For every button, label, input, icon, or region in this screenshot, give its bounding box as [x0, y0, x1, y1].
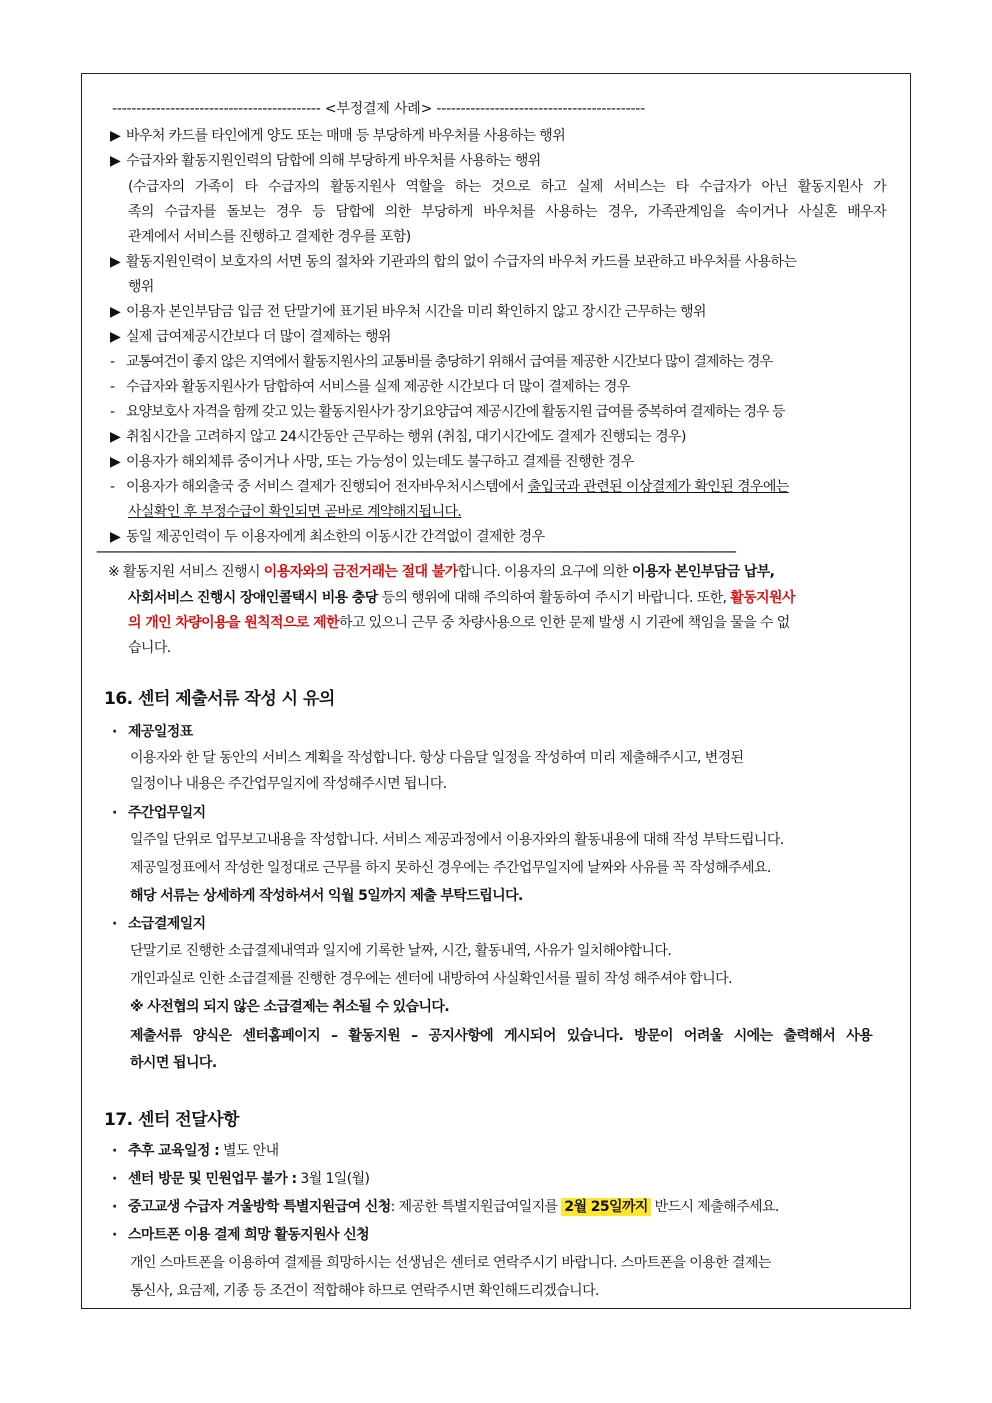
section-17-title: 17. 센터 전달사항: [104, 1110, 239, 1130]
s16-item-weekly-log: · 주간업무일지: [112, 805, 206, 821]
s16-weekly-text-1: 일주일 단위로 업무보고내용을 작성합니다. 서비스 제공과정에서 이용자와의 활동내용에 대해 작성 부탁드립니다.: [130, 832, 784, 848]
s16-item-schedule: · 제공일정표: [112, 724, 193, 740]
notice-line-4: 습니다.: [128, 640, 171, 656]
fraud-item-2-detail-1: (수급자의 가족이 타 수급자의 활동지원사 역할을 하는 것으로 하고 실제 서비스는 타 수급자가 아닌 활동지원사 가: [128, 179, 886, 195]
s16-weekly-text-2: 제공일정표에서 작성한 일정대로 근무를 하지 못하신 경우에는 주간업무일지에 날짜와 사유를 꼭 작성해주세요.: [130, 860, 771, 876]
triangle-bullet-icon: ▶: [110, 329, 121, 345]
triangle-bullet-icon: ▶: [110, 153, 121, 169]
fraud-item-3: ▶ 활동지원인력이 보호자의 서면 동의 절차와 기관과의 합의 없이 수급자의 바우처 카드를 보관하고 바우처를 사용하는: [110, 254, 797, 270]
fraud-item-6: ▶ 취침시간을 고려하지 않고 24시간동안 근무하는 행위 (취침, 대기시간에도 결제가 진행되는 경우): [110, 429, 686, 445]
notice-line-2: 사회서비스 진행시 장애인콜택시 비용 충당 등의 행위에 대해 주의하여 활동하여 주시기 바랍니다. 또한, 활동지원사: [128, 590, 795, 606]
s16-schedule-text-2: 일정이나 내용은 주간업무일지에 작성해주시면 됩니다.: [130, 776, 447, 792]
triangle-bullet-icon: ▶: [110, 429, 121, 445]
deadline-highlight: 2월 25일까지: [561, 1198, 650, 1216]
triangle-bullet-icon: ▶: [110, 454, 121, 470]
fraud-item-3-cont: 행위: [128, 279, 154, 295]
s16-retro-text-2: 개인과실로 인한 소급결제를 진행한 경우에는 센터에 내방하여 사실확인서를 필히 작성 해주셔야 합니다.: [130, 971, 732, 987]
section-16-title: 16. 센터 제출서류 작성 시 유의: [104, 689, 335, 709]
s16-forms-note-2: 하시면 됩니다.: [130, 1055, 217, 1071]
fraud-item-1: ▶ 바우처 카드를 타인에게 양도 또는 매매 등 부당하게 바우처를 사용하는 행위: [110, 128, 566, 144]
s17-item-smartphone: · 스마트폰 이용 결제 희망 활동지원사 신청: [112, 1227, 370, 1243]
s17-smartphone-text-1: 개인 스마트폰을 이용하여 결제를 희망하시는 선생님은 센터로 연락주시기 바랍니다. 스마트폰을 이용한 결제는: [130, 1255, 771, 1271]
fraud-subitem-7a: - 이용자가 해외출국 중 서비스 결제가 진행되어 전자바우처시스템에서 출입국과 관련된 이상결제가 확인된 경우에는: [110, 479, 789, 495]
fraud-item-5: ▶ 실제 급여제공시간보다 더 많이 결제하는 행위: [110, 329, 391, 345]
s16-retro-warning: ※ 사전협의 되지 않은 소급결제는 취소될 수 있습니다.: [130, 999, 450, 1015]
fraud-item-7: ▶ 이용자가 해외체류 중이거나 사망, 또는 가능성이 있는데도 불구하고 결제를 진행한 경우: [110, 454, 634, 470]
triangle-bullet-icon: ▶: [110, 304, 121, 320]
s17-item-winter-support: · 중고교생 수급자 겨울방학 특별지원급여 신청: 제공한 특별지원급여일지를 2월 25일까지 반드시 제출해주세요.: [112, 1199, 779, 1215]
fraud-item-4: ▶ 이용자 본인부담금 입금 전 단말기에 표기된 바우처 시간을 미리 확인하지 않고 장시간 근무하는 행위: [110, 304, 706, 320]
s16-schedule-text-1: 이용자와 한 달 동안의 서비스 계획을 작성합니다. 항상 다음달 일정을 작성하여 미리 제출해주시고, 변경된: [130, 750, 744, 766]
fraud-subitem-5a: - 교통여건이 좋지 않은 지역에서 활동지원사의 교통비를 충당하기 위해서 급여를 제공한 시간보다 많이 결제하는 경우: [110, 354, 773, 370]
triangle-bullet-icon: ▶: [110, 128, 121, 144]
fraud-item-8: ▶ 동일 제공인력이 두 이용자에게 최소한의 이동시간 간격없이 결제한 경우: [110, 529, 545, 545]
fraud-item-2: ▶ 수급자와 활동지원인력의 담합에 의해 부당하게 바우처를 사용하는 행위: [110, 153, 541, 169]
s16-forms-note-1: 제출서류 양식은 센터홈페이지 – 활동지원 – 공지사항에 게시되어 있습니다. 방문이 어려울 시에는 출력해서 사용: [130, 1028, 872, 1044]
s17-smartphone-text-2: 통신사, 요금제, 기종 등 조건이 적합해야 하므로 연락주시면 확인해드리겠습니다.: [130, 1283, 599, 1299]
triangle-bullet-icon: ▶: [110, 254, 121, 270]
s16-item-retro-log: · 소급결제일지: [112, 916, 206, 932]
fraud-item-2-detail-2: 족의 수급자를 돌보는 경우 등 담합에 의한 부당하게 바우처를 사용하는 경우, 가족관계임을 속이거나 사실혼 배우자: [128, 204, 886, 220]
fraud-cases-header: ------------------------------------------- <부정결제 사례> -------------------------------------------: [112, 101, 646, 117]
s16-retro-text-1: 단말기로 진행한 소급결제내역과 일지에 기록한 날짜, 시간, 활동내역, 사유가 일치해야합니다.: [130, 943, 672, 959]
fraud-subitem-5b: - 수급자와 활동지원사가 담합하여 서비스를 실제 제공한 시간보다 더 많이 결제하는 경우: [110, 379, 630, 395]
fraud-subitem-5c: - 요양보호사 자격을 함께 갖고 있는 활동지원사가 장기요양급여 제공시간에 활동지원 급여를 중복하여 결제하는 경우 등: [110, 404, 785, 420]
notice-line-1: ※ 활동지원 서비스 진행시 이용자와의 금전거래는 절대 불가합니다. 이용자의 요구에 의한 이용자 본인부담금 납부,: [108, 564, 775, 580]
s17-item-education: · 추후 교육일정 : 별도 안내: [112, 1143, 279, 1159]
fraud-subitem-7a-cont: 사실확인 후 부정수급이 확인되면 곧바로 계약해지됩니다.: [128, 504, 462, 520]
triangle-bullet-icon: ▶: [110, 529, 121, 545]
fraud-cases-footer-rule: ------------------------------------------------------------------------------------------------------------------------------------------------------------------------------------: [96, 544, 736, 560]
fraud-item-2-detail-3: 관계에서 서비스를 진행하고 결제한 경우를 포함): [128, 229, 411, 245]
s16-weekly-text-3: 해당 서류는 상세하게 작성하셔서 익월 5일까지 제출 부탁드립니다.: [130, 888, 523, 904]
s17-item-closed: · 센터 방문 및 민원업무 불가 : 3월 1일(월): [112, 1171, 370, 1187]
notice-line-3: 의 개인 차량이용을 원칙적으로 제한하고 있으니 근무 중 차량사용으로 인한 문제 발생 시 기관에 책임을 물을 수 없: [128, 615, 790, 631]
